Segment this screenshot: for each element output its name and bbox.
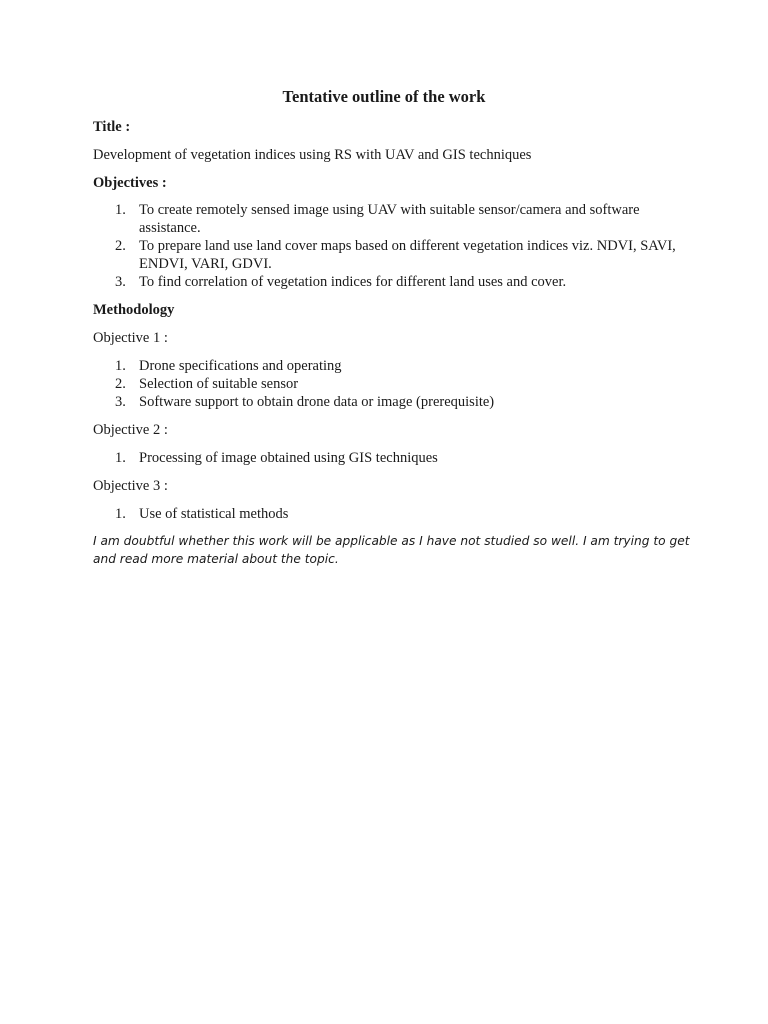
list-item-text: To find correlation of vegetation indices for different land uses and cover. (139, 274, 567, 290)
list-item (93, 237, 693, 273)
methodology-heading: Methodology (93, 302, 175, 318)
list-item (93, 449, 693, 467)
list-item (93, 273, 693, 291)
objectives-heading: Objectives : (93, 175, 167, 191)
list-item-number: 1. (115, 450, 126, 466)
objective-2-list (93, 449, 693, 467)
list-item-number: 1. (115, 358, 126, 374)
objective-1-list (93, 357, 693, 411)
list-item (93, 201, 693, 237)
list-item (93, 393, 693, 411)
list-item-text: Use of statistical methods (139, 506, 289, 522)
title-label: Title : (93, 119, 131, 135)
document-title: Tentative outline of the work (282, 87, 486, 106)
list-item (93, 505, 693, 523)
list-item-number: 2. (115, 238, 126, 254)
objective-1-label: Objective 1 : (93, 330, 168, 346)
title-text: Development of vegetation indices using RS with UAV and GIS techniques (93, 147, 532, 163)
list-item-number: 3. (115, 274, 126, 290)
list-item-text: Selection of suitable sensor (139, 376, 299, 392)
list-item-text: Software support to obtain drone data or image (prerequisite) (139, 394, 495, 410)
list-item-text: Drone specifications and operating (139, 358, 342, 374)
list-item-number: 1. (115, 506, 126, 522)
list-item (93, 375, 693, 393)
list-item (93, 357, 693, 375)
author-note: I am doubtful whether this work will be applicable as I have not studied so well. I am trying to get and read more material about the topic. (93, 534, 690, 566)
objective-3-list (93, 505, 693, 523)
objective-2-label: Objective 2 : (93, 422, 168, 438)
list-item-text: To create remotely sensed image using UAV with suitable sensor/camera and software assistance. (139, 202, 640, 236)
list-item-number: 3. (115, 394, 126, 410)
list-item-text: Processing of image obtained using GIS techniques (139, 450, 438, 466)
objective-3-label: Objective 3 : (93, 478, 168, 494)
list-item-number: 2. (115, 376, 126, 392)
list-item-text: To prepare land use land cover maps based on different vegetation indices viz. NDVI, SAVI, ENDVI, VARI, GDVI. (139, 238, 676, 272)
objectives-list (93, 201, 693, 291)
list-item-number: 1. (115, 202, 126, 218)
